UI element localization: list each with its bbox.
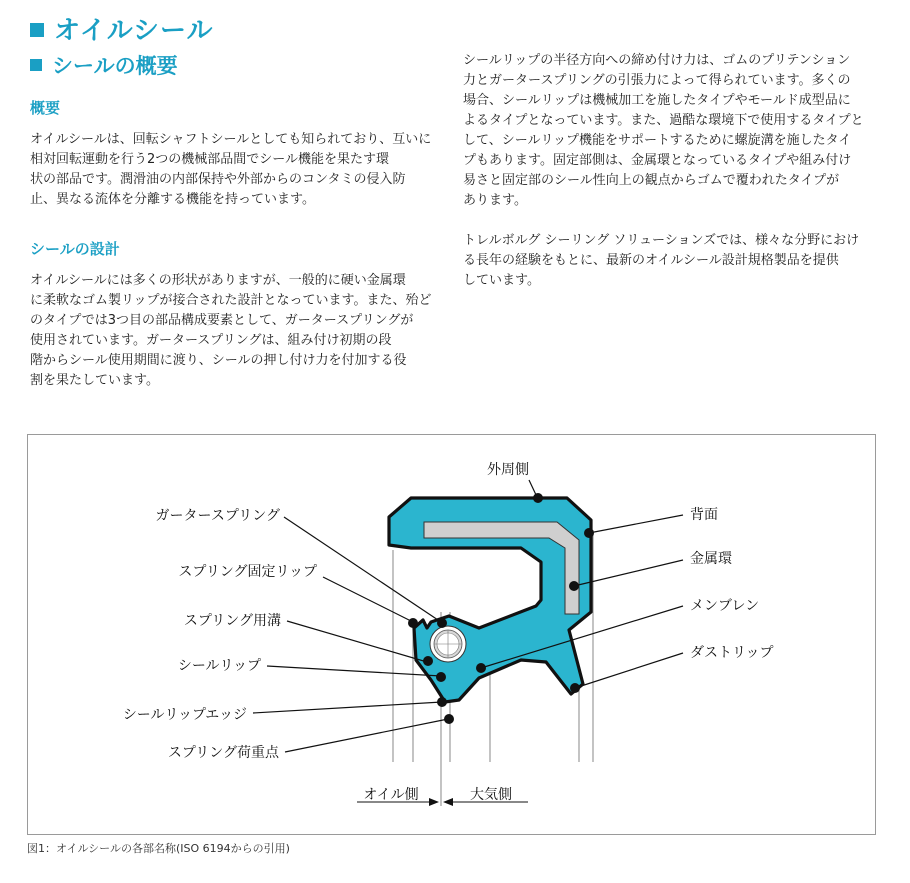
page-title: オイルシール bbox=[30, 10, 214, 47]
label-dust-lip: ダストリップ bbox=[690, 645, 774, 661]
garter-spring-shape bbox=[430, 626, 466, 662]
oil-seal-diagram bbox=[28, 435, 875, 834]
label-seal-lip: シールリップ bbox=[177, 658, 261, 674]
section-title: シールの概要 bbox=[30, 50, 178, 80]
label-spring-load-point: スプリング荷重点 bbox=[167, 745, 279, 761]
overview-paragraph: オイルシールは、回転シャフトシールとしても知られており、互いに 相対回転運動を行う2つの機械部品間でシール機能を果たす環 状の部品です。潤滑油の内部保持や外部からのコンタミの侵入防 止、異なる流体を分離する機能を持っています。 bbox=[30, 132, 432, 207]
label-oil-side: オイル側 bbox=[363, 787, 419, 803]
label-outer-side: 外周側 bbox=[487, 462, 529, 478]
label-membrane: メンブレン bbox=[690, 598, 760, 614]
label-spring-groove: スプリング用溝 bbox=[183, 613, 281, 629]
label-spring-retaining-lip: スプリング固定リップ bbox=[178, 564, 317, 580]
arrow-right-icon bbox=[429, 798, 439, 806]
overview-heading: 概要 bbox=[30, 99, 61, 117]
label-metal-ring: 金属環 bbox=[690, 551, 732, 567]
label-air-side: 大気側 bbox=[470, 787, 512, 803]
title-square-icon bbox=[30, 23, 44, 37]
section-square-icon bbox=[30, 59, 42, 71]
label-garter-spring: ガータースプリング bbox=[155, 508, 280, 524]
arrow-left-icon bbox=[443, 798, 453, 806]
right-paragraph-2: トレルボルグ シーリング ソリューションズでは、様々な分野におけ る長年の経験をもとに、最新のオイルシール設計規格製品を提供 しています。 bbox=[463, 233, 860, 288]
figure-caption: 図1：オイルシールの各部名称(ISO 6194からの引用) bbox=[27, 842, 290, 855]
right-paragraph-1: シールリップの半径方向への締め付け力は、ゴムのプリテンション 力とガータースプリングの引張力によって得られています。多くの 場合、シールリップは機械加工を施したタイプやモールド成型品に よるタイプとなっています。また、過酷な環境下で使用するタイプと して、シールリップ機能をサポートするために螺旋溝を施したタイ プもあります。固定部側は、金属環となっているタイプや組み付け 易さと固定部のシール性向上の観点からゴムで覆われたタイプが あります。 bbox=[463, 53, 864, 208]
label-back: 背面 bbox=[690, 507, 718, 523]
design-paragraph: オイルシールには多くの形状がありますが、一般的に硬い金属環 に柔軟なゴム製リップが接合された設計となっています。また、殆ど のタイプでは3つ目の部品構成要素として、ガータースプリングが 使用されています。ガータースプリングは、組み付け初期の段 階からシール使用期間に渡り、シールの押し付け力を付加する役 割を果たしています。 bbox=[30, 273, 432, 388]
label-seal-lip-edge: シールリップエッジ bbox=[122, 707, 247, 723]
figure-frame bbox=[27, 434, 876, 835]
design-heading: シールの設計 bbox=[30, 240, 120, 258]
